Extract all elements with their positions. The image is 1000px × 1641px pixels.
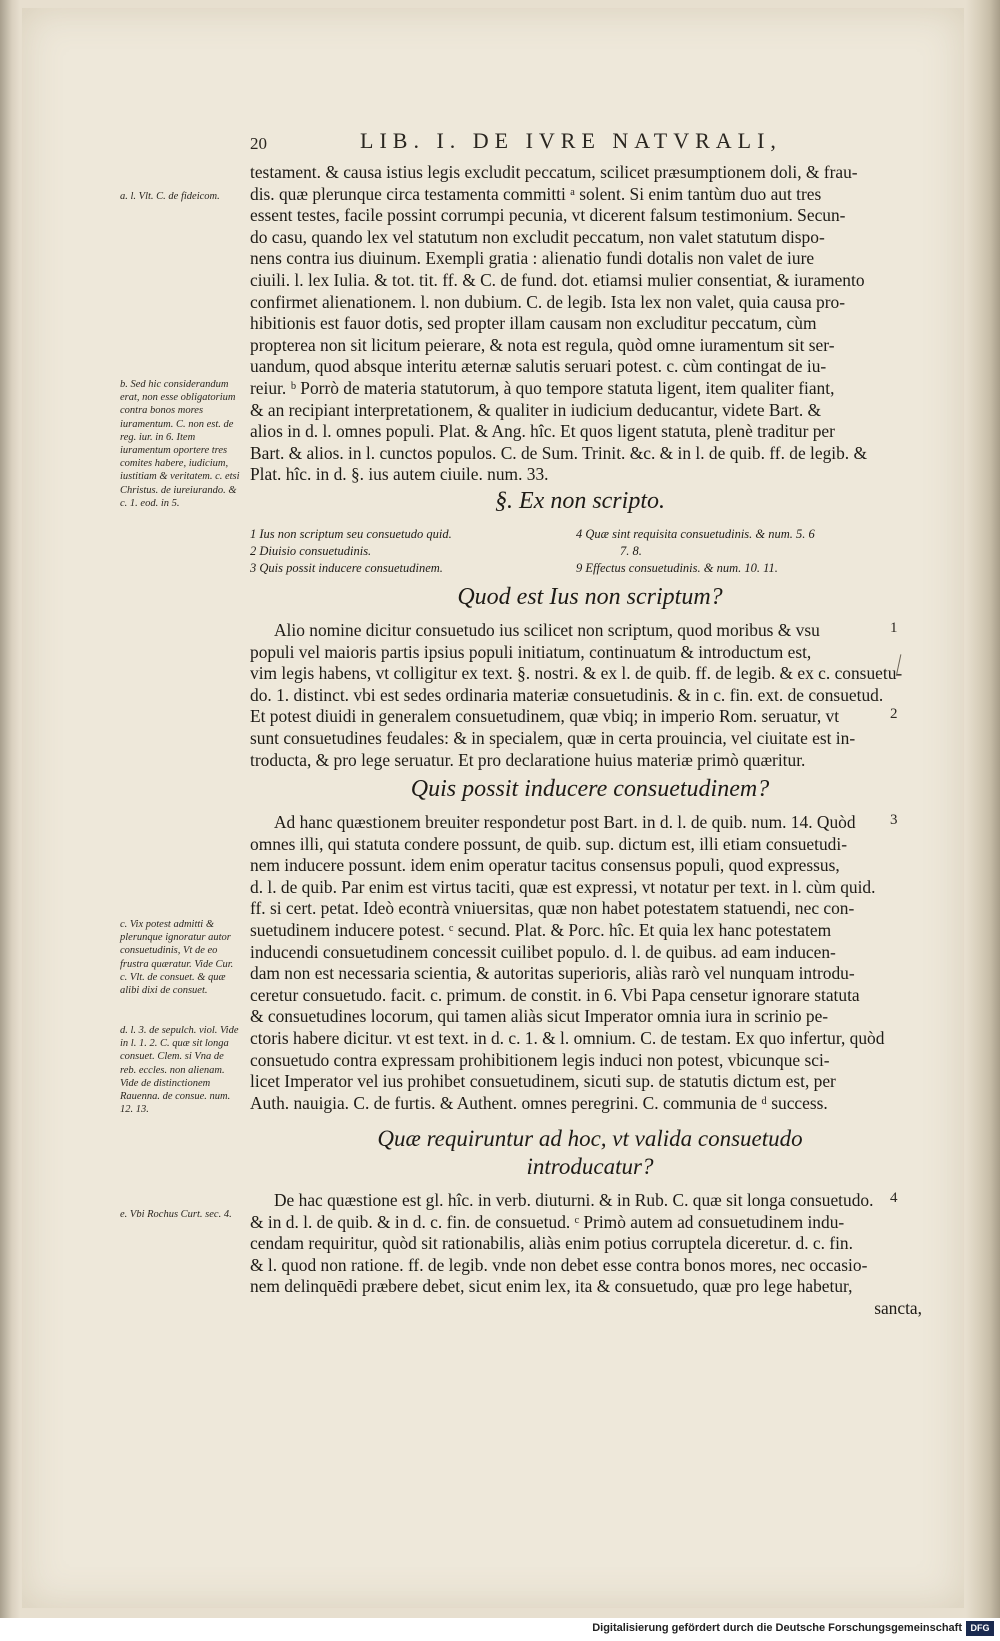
text-line: Plat. hîc. in d. §. ius autem ciuile. num. 33.	[250, 464, 549, 485]
text-line: ctoris habere dicitur. vt est text. in d. c. 1. & l. omnium. C. de testam. Ex quo infertur, quòd	[250, 1027, 885, 1048]
text-line: dis. quæ plerunque circa testamenta committi ᵃ solent. Si enim tantùm duo aut tres	[250, 183, 822, 204]
page-number: 20	[250, 134, 267, 153]
summary-item: 4 Quæ sint requisita consuetudinis. & num. 5. 6	[576, 527, 815, 541]
text-line: testament. & causa istius legis excludit peccatum, scilicet præsumptionem doli, & frau-	[250, 162, 858, 182]
text-line: Auth. nauigia. C. de furtis. & Authent. omnes peregrini. C. communia de ᵈ success.	[250, 1092, 828, 1113]
margin-note-e: e. Vbi Rochus Curt. sec. 4.	[120, 1209, 232, 1220]
margin-number: 1	[890, 620, 898, 636]
text-line: reiur. ᵇ Porrò de materia statutorum, à quo tempore statuta ligent, item qualiter fiant,	[250, 377, 835, 398]
text-block-3	[250, 812, 922, 1114]
summary-item: 9 Effectus consuetudinis. & num. 10. 11.	[576, 561, 778, 575]
margin-number: 3	[890, 812, 898, 828]
section-title: §. Ex non scripto.	[495, 488, 665, 514]
text-line: Ad hanc quæstionem breuiter respondetur post Bart. in d. l. de quib. num. 14. Quòd	[274, 812, 856, 832]
text-line: suetudinem inducere potest. ᶜ secund. Plat. & Porc. hîc. Et quia lex hanc potestatem	[250, 919, 832, 940]
margin-note-c: c. Vix potest admitti & plerunque ignoratur autor consuetudinis, Vt de eo frustra quæratur. Vide Cur. c. Vlt. de consuet. & quæ alibi dixi de consuet.	[120, 919, 234, 997]
text-line: propterea non sit licitum peierare, & nota est regula, quòd omne iuramentum sit ser-	[250, 334, 835, 355]
margin-note-d: d. l. 3. de sepulch. viol. Vide in l. 1. 2. C. quæ sit longa consuet. Clem. si Vna de reb. eccles. non alienam. Vide de distinctionem Rauenna. de consue. num. 12. 13.	[120, 1025, 239, 1116]
text-line: ciuili. l. lex Iulia. & tot. tit. ff. & C. de fund. dot. etiamsi mulier consentiat, & iuramento	[250, 269, 865, 290]
text-line: d. l. de quib. Par enim est virtus taciti, quæ est expressi, vt notatur per text. in l. cùm quid.	[250, 876, 876, 897]
text-line: hibitionis est fauor dotis, sed propter illam causam non excluditur peccatum, cùm	[250, 313, 817, 334]
text-line: De hac quæstione est gl. hîc. in verb. diuturni. & in Rub. C. quæ sit longa consuetudo.	[274, 1190, 874, 1210]
text-line: ff. si cert. petat. Ideò econtrà vniuersitas, quæ non habet potestatem statuendi, nec con-	[250, 898, 855, 919]
heading-quae-requiruntur: Quæ requiruntur ad hoc, vt valida consuetudo	[377, 1126, 803, 1151]
book-edge-right	[966, 0, 1000, 1641]
text-line: Et potest diuidi in generalem consuetudinem, quæ vbiq; in imperio Rom. seruatur, vt	[250, 706, 840, 727]
digitization-footer	[0, 1618, 1000, 1641]
text-line: uandum, quod absque interitu æternæ salutis seruari potest. c. cùm contingat de iu-	[250, 356, 827, 377]
margin-number: 4	[890, 1190, 898, 1206]
text-block-1	[250, 162, 922, 486]
text-line: nens contra ius diuinum. Exempli gratia : alienatio fundi dotalis non valet de iure	[250, 248, 815, 269]
margin-note-b: b. Sed hic considerandum erat, non esse obligatorium contra bonos mores iuramentum. C. non est. de reg. iur. in 6. Item iuramentum oportere tres comites habere, iudicium, iustitiam & veritatem. c. etsi Christus. de iureiurando. & c. 1. eod. in 5.	[120, 379, 240, 509]
text-line: sunt consuetudines feudales: & in specialem, quæ in certa prouincia, vel ciuitate est in-	[250, 727, 856, 748]
text-line: cendam requiritur, quòd sit rationabilis, aliàs enim potius corruptela diceretur. d. c. fin.	[250, 1233, 853, 1254]
text-line: do casu, quando lex vel statutum non excludit peccatum, non valet statutum dispo-	[250, 226, 825, 247]
text-line: & an recipiant interpretationem, & qualiter in iudicium deducantur, videte Bart. &	[250, 399, 822, 420]
text-line: do. 1. distinct. vbi est sedes ordinaria materiæ consuetudinis. & in c. fin. ext. de consuetud.	[250, 684, 884, 705]
summary-item: 2 Diuisio consuetudinis.	[250, 544, 372, 558]
heading-quae-requiruntur-line2: introducatur?	[526, 1154, 654, 1179]
margin-number: 2	[890, 706, 898, 722]
text-line: troducta, & pro lege seruatur. Et pro declaratione huius materiæ primò quæritur.	[250, 749, 806, 770]
text-line: vim legis habens, vt colligitur ex text. §. nostri. & ex l. de quib. ff. de legib. & ex c. consuetu-	[250, 663, 903, 684]
book-gutter-left	[0, 0, 20, 1641]
margin-note-a: a. l. Vlt. C. de fideicom.	[120, 191, 220, 202]
text-line: consuetudo contra expressam prohibitionem legis induci non potest, vbicunque sci-	[250, 1049, 830, 1070]
text-line: & in d. l. de quib. & in d. c. fin. de consuetud. ᶜ Primò autem ad consuetudinem indu-	[250, 1211, 845, 1232]
text-line: Alio nomine dicitur consuetudo ius scilicet non scriptum, quod moribus & vsu	[274, 620, 820, 640]
funding-credit: Digitalisierung gefördert durch die Deutsche Forschungsgemeinschaft	[592, 1622, 962, 1634]
text-line: nem delinquēdi præbere debet, sicut enim lex, ita & consuetudo, quæ pro lege habetur,	[250, 1276, 853, 1297]
summary-item: 3 Quis possit inducere consuetudinem.	[250, 561, 443, 575]
running-head-title: LIB. I. DE IVRE NATVRALI,	[360, 128, 782, 153]
text-line: populi vel maioris partis ipsius populi initiatum, continuatum & introductum est,	[250, 641, 812, 662]
running-header	[250, 128, 880, 158]
text-line: alios in d. l. omnes populi. Plat. & Ang. hîc. Et quos ligent statuta, plenè traditur per	[250, 421, 835, 442]
text-line: & l. quod non ratione. ff. de legib. vnde non debet esse contra bonos mores, nec occasio-	[250, 1254, 868, 1275]
text-line: confirmet alienationem. l. non dubium. C. de legib. Ista lex non valet, quia causa pro-	[250, 291, 845, 312]
summary-item: 7. 8.	[620, 544, 642, 558]
text-line: & consuetudines locorum, qui tamen aliàs sicut Imperator omnia iura in scrinio pe-	[250, 1006, 829, 1027]
text-block-2	[250, 620, 922, 771]
text-line: omnes illi, qui statuta condere possunt, de quib. sup. dictum est, illi etiam consuetudi-	[250, 833, 847, 854]
summary-item: 1 Ius non scriptum seu consuetudo quid.	[250, 527, 452, 541]
text-line: ceretur consuetudo. facit. c. primum. de constit. in 6. Vbi Papa censetur ignorare statuta	[250, 984, 860, 1005]
catchword: sancta,	[874, 1298, 922, 1318]
text-line: licet Imperator vel ius prohibet consuetudinem, sicuti sup. de statutis dictum est, per	[250, 1071, 836, 1092]
heading-quis-possit: Quis possit inducere consuetudinem?	[410, 776, 770, 802]
text-line: essent testes, facile possint corrumpi pecunia, vt dicerent falsum testimonium. Secun-	[250, 205, 846, 226]
dfg-logo: DFG	[966, 1621, 994, 1636]
text-line: inducendi consuetudinem concessit cuilibet populo. d. l. de quibus. ad eam inducen-	[250, 941, 836, 962]
text-line: Bart. & alios. in l. cunctos populos. C. de Sum. Trinit. &c. & in l. de quib. ff. de legib. &	[250, 442, 868, 463]
heading-ius-non-scriptum: Quod est Ius non scriptum?	[457, 584, 723, 610]
text-block-4	[250, 1190, 922, 1298]
text-line: nem inducere possunt. idem enim operatur tacitus consensus populi, quod expressus,	[250, 855, 840, 876]
text-line: dam non est necessaria scientia, & autoritas superioris, aliàs rarò vel nunquam introdu-	[250, 963, 855, 984]
